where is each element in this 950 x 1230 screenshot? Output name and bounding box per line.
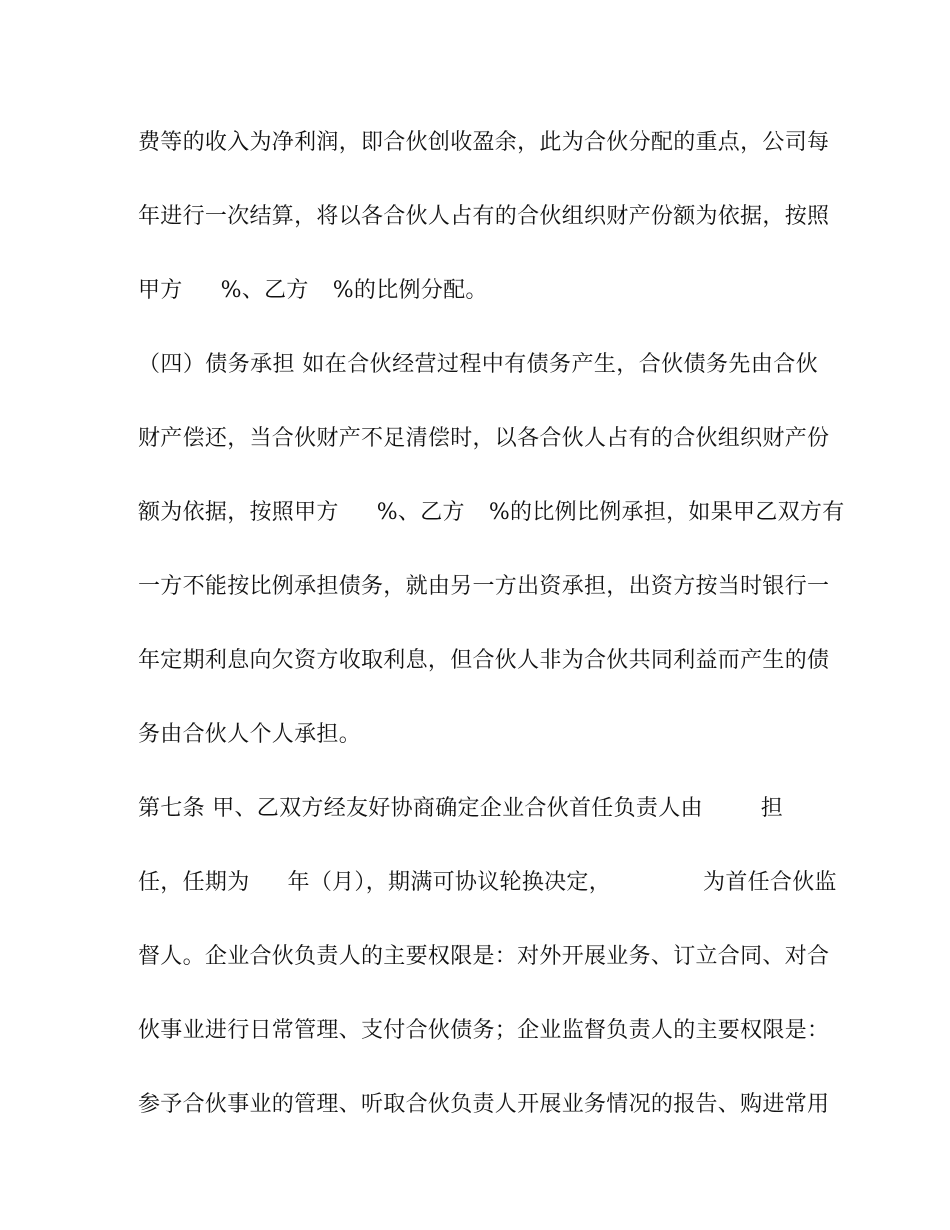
text-line-14: 参予合伙事业的管理、听取合伙负责人开展业务情况的报告、购进常用 bbox=[138, 1092, 830, 1117]
text-line-3-part-a: 甲方 bbox=[138, 278, 183, 303]
text-line-13: 伙事业进行日常管理、支付合伙债务；企业监督负责人的主要权限是： bbox=[138, 1018, 830, 1043]
text-line-11-part-c: 为首任合伙监 bbox=[703, 870, 837, 895]
text-line-5: 财产偿还，当合伙财产不足清偿时，以各合伙人占有的合伙组织财产份 bbox=[138, 426, 830, 451]
text-line-6-part-c: %的比例比例承担，如果甲乙双方有 bbox=[488, 500, 845, 525]
text-line-11-part-b: 年（月），期满可协议轮换决定， bbox=[287, 870, 612, 895]
text-line-3-part-c: %的比例分配。 bbox=[332, 278, 488, 303]
text-line-8: 年定期利息向欠资方收取利息，但合伙人非为合伙共同利益而产生的债 bbox=[138, 648, 830, 673]
text-line-10-part-b: 担 bbox=[760, 796, 784, 821]
text-line-3-part-b: %、乙方 bbox=[220, 278, 309, 303]
text-line-10-part-a: 第七条 甲、乙双方经友好协商确定企业合伙首任负责人由 bbox=[138, 796, 703, 821]
text-line-3 bbox=[138, 271, 818, 311]
text-line-1: 费等的收入为净利润，即合伙创收盈余，此为合伙分配的重点，公司每 bbox=[138, 130, 830, 155]
text-line-6-part-a: 额为依据，按照甲方 bbox=[138, 500, 339, 525]
text-line-6 bbox=[138, 493, 845, 533]
text-line-9: 务由合伙人个人承担。 bbox=[138, 722, 362, 747]
text-line-4: （四）债务承担 如在合伙经营过程中有债务产生，合伙债务先由合伙 bbox=[138, 352, 818, 377]
text-line-11-part-a: 任，任期为 bbox=[138, 870, 250, 895]
text-line-6-part-b: %、乙方 bbox=[376, 500, 465, 525]
text-line-10 bbox=[138, 789, 818, 829]
text-line-7: 一方不能按比例承担债务，就由另一方出资承担，出资方按当时银行一 bbox=[138, 574, 830, 599]
text-line-12: 督人。企业合伙负责人的主要权限是：对外开展业务、订立合同、对合 bbox=[138, 944, 830, 969]
text-line-11 bbox=[138, 863, 837, 903]
text-line-2: 年进行一次结算，将以各合伙人占有的合伙组织财产份额为依据，按照 bbox=[138, 204, 830, 229]
